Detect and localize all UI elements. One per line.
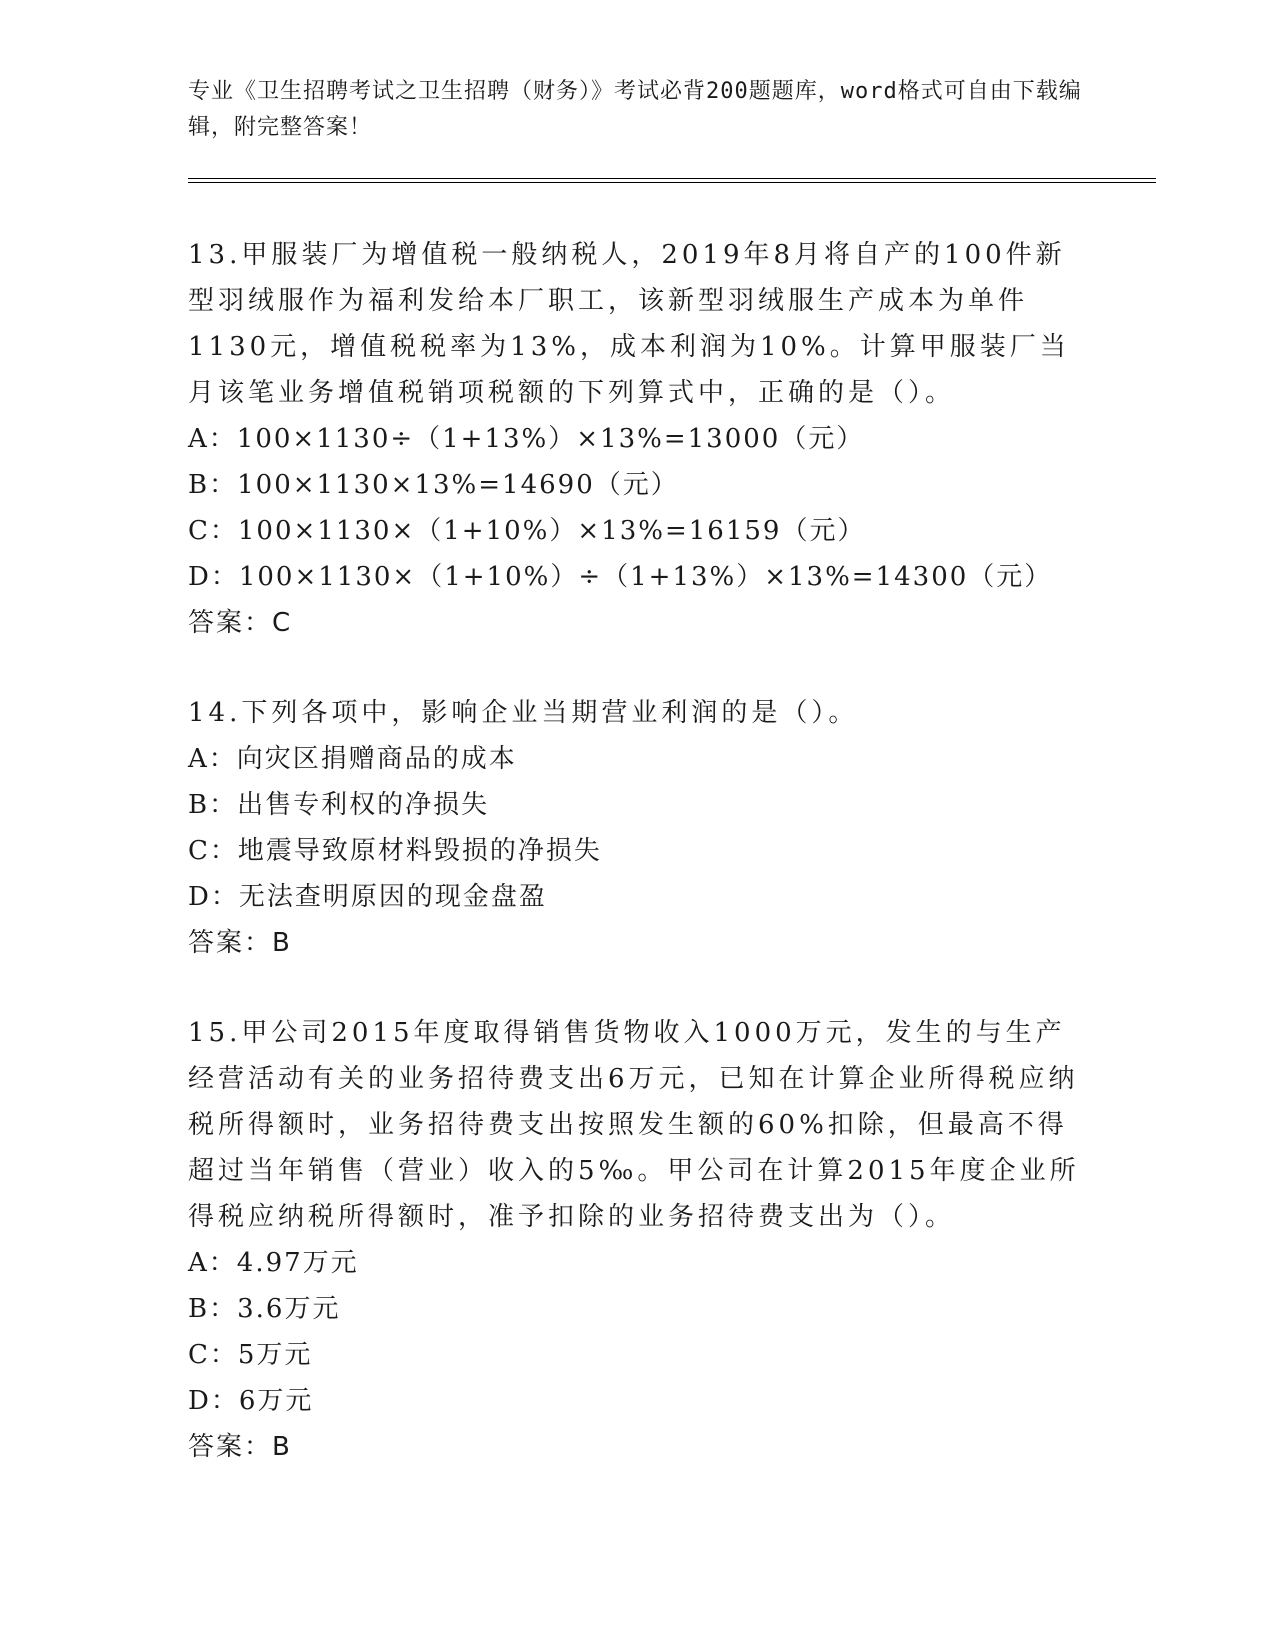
option-a: A：向灾区捐赠商品的成本 bbox=[188, 744, 517, 774]
option-a: A：4.97万元 bbox=[188, 1248, 359, 1278]
option-d: D：6万元 bbox=[188, 1386, 314, 1416]
option-b: B：出售专利权的净损失 bbox=[188, 790, 490, 820]
option-c: C：地震导致原材料毁损的净损失 bbox=[188, 836, 602, 866]
question-14 bbox=[188, 690, 1088, 966]
question-13 bbox=[188, 232, 1088, 646]
option-a: A：100×1130÷（1+13%）×13%=13000（元） bbox=[188, 424, 865, 454]
answer-label: 答案：B bbox=[188, 1432, 292, 1462]
option-b: B：3.6万元 bbox=[188, 1294, 341, 1324]
question-15 bbox=[188, 1010, 1088, 1470]
question-stem: 15.甲公司2015年度取得销售货物收入1000万元，发生的与生产经营活动有关的业务招待费支出6万元，已知在计算企业所得税应纳税所得额时，业务招待费支出按照发生额的60%扣除，但最高不得超过当年销售（营业）收入的5‰。甲公司在计算2015年度企业所得税应纳税所得额时，准予扣除的业务招待费支出为（）。 bbox=[188, 1018, 1080, 1232]
option-c: C：5万元 bbox=[188, 1340, 313, 1370]
option-d: D：无法查明原因的现金盘盈 bbox=[188, 882, 547, 912]
option-d: D：100×1130×（1+10%）÷（1+13%）×13%=14300（元） bbox=[188, 562, 1053, 592]
document-header: 专业《卫生招聘考试之卫生招聘（财务）》考试必背200题题库，word格式可自由下载编辑，附完整答案！ bbox=[188, 79, 1082, 140]
question-stem: 14.下列各项中，影响企业当期营业利润的是（）。 bbox=[188, 698, 859, 728]
question-list bbox=[188, 232, 1088, 1514]
option-c: C：100×1130×（1+10%）×13%=16159（元） bbox=[188, 516, 866, 546]
option-b: B：100×1130×13%=14690（元） bbox=[188, 470, 679, 500]
header-divider bbox=[188, 178, 1156, 183]
answer-label: 答案：C bbox=[188, 608, 293, 638]
answer-label: 答案：B bbox=[188, 928, 292, 958]
question-stem: 13.甲服装厂为增值税一般纳税人，2019年8月将自产的100件新型羽绒服作为福利发给本厂职工，该新型羽绒服生产成本为单件1130元，增值税税率为13%，成本利润为10%。计算甲服装厂当月该笔业务增值税销项税额的下列算式中，正确的是（）。 bbox=[188, 240, 1070, 408]
